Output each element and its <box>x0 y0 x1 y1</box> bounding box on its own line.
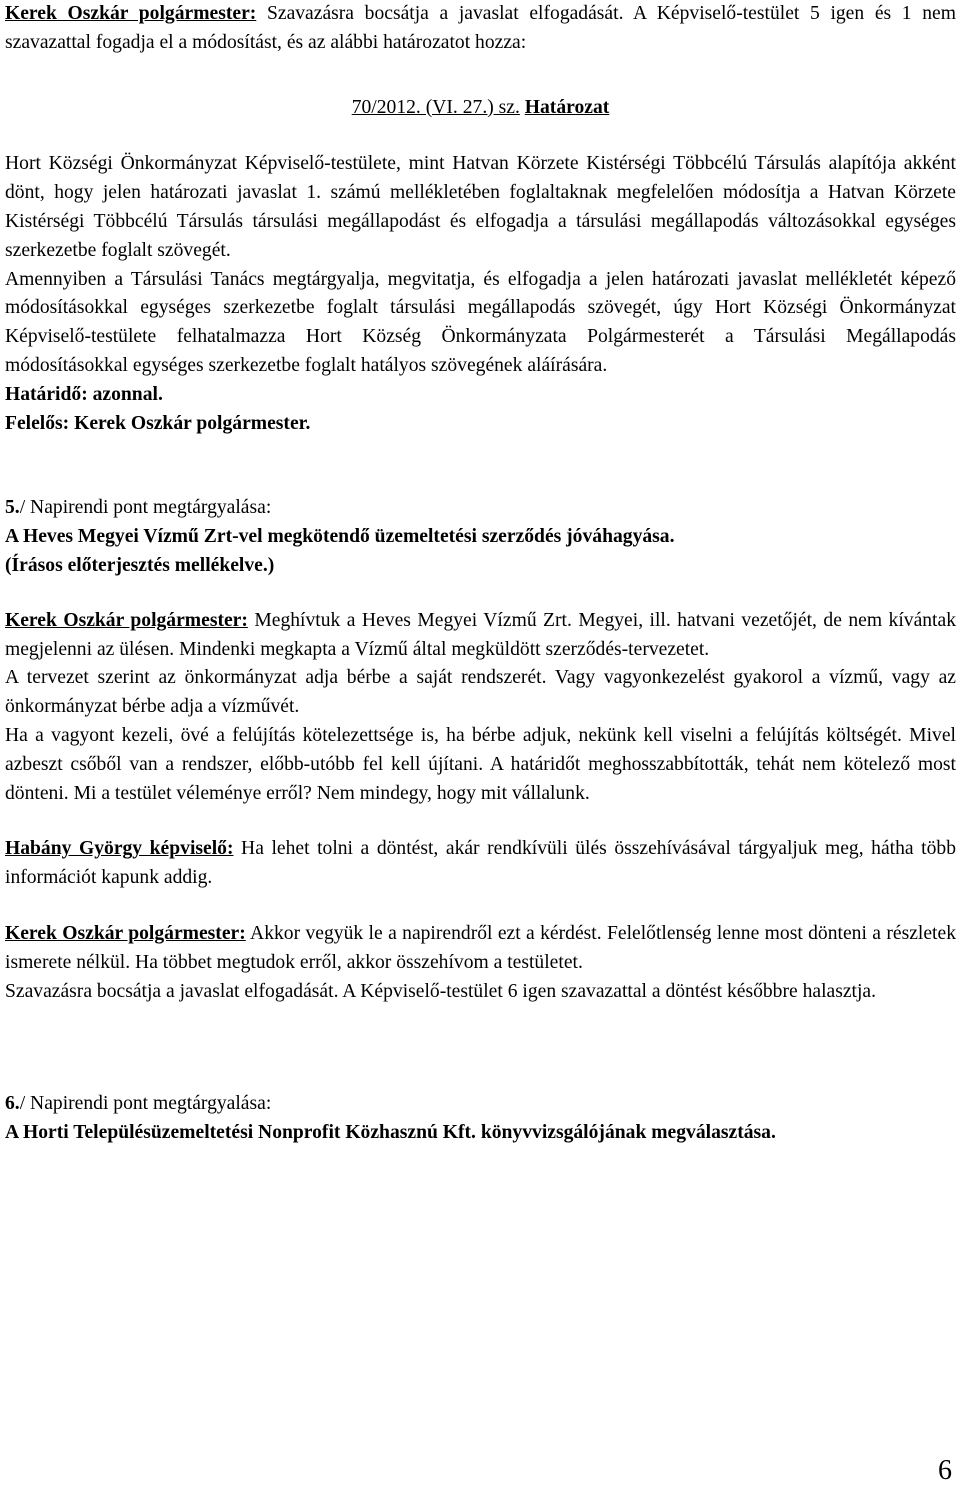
speech-3 <box>5 920 956 978</box>
resolution-number: 70/2012. (VI. 27.) sz. <box>351 96 520 118</box>
speech-1-line-2: A tervezet szerint az önkormányzat adja bérbe a saját rendszerét. Vagy vagyonkezelést gyakorol a vízmű, vagy az önkormányzat bérbe adja a vízművét. <box>5 667 956 718</box>
speaker-name: Kerek Oszkár polgármester: <box>5 922 246 944</box>
speech-2 <box>5 835 956 893</box>
agenda-6-number: 6. <box>5 1093 20 1115</box>
agenda-5-note: (Írásos előterjesztés mellékelve.) <box>5 554 275 576</box>
speech-3-line-2: Szavazásra bocsátja a javaslat elfogadását. A Képviselő-testület 6 igen szavazattal a döntést későbbre halasztja. <box>5 980 877 1002</box>
vote-paragraph <box>5 0 956 58</box>
speaker-name: Kerek Oszkár polgármester: <box>5 609 248 631</box>
document-page <box>5 0 956 1148</box>
agenda-6-title: A Horti Településüzemeltetési Nonprofit Közhasznú Kft. könyvvizsgálójának megválasztása. <box>5 1122 776 1144</box>
agenda-5-number: 5. <box>5 497 20 519</box>
agenda-6-label: / Napirendi pont megtárgyalása: <box>19 1093 272 1115</box>
page-number: 6 <box>938 1455 952 1486</box>
resolution-body-1: Hort Községi Önkormányzat Képviselő-testülete, mint Hatvan Körzete Kistérségi Többcélú Társulás alapítója akként dönt, hogy jelen határozati javaslat 1. számú mellékletében foglaltaknak megfelelően módosítja a Hatvan Körzete Kistérségi Többcélú Társulás társulási megállapodást és elfogadja a társulási megállapodás változásokkal egységes szerkezetbe foglalt szövegét. <box>5 153 956 261</box>
speech-1 <box>5 607 956 665</box>
agenda-5-title: A Heves Megyei Vízmű Zrt-vel megkötendő üzemeltetési szerződés jóváhagyása. <box>5 526 675 548</box>
agenda-5-label: / Napirendi pont megtárgyalása: <box>19 497 272 519</box>
resolution-responsible: Felelős: Kerek Oszkár polgármester. <box>5 412 311 434</box>
resolution-deadline: Határidő: azonnal. <box>5 383 163 405</box>
resolution-heading <box>5 94 956 123</box>
agenda-6-heading <box>5 1090 956 1119</box>
agenda-5-heading <box>5 494 956 523</box>
speech-1-line-3: Ha a vagyont kezeli, övé a felújítás kötelezettsége is, ha bérbe adjuk, nekünk kell viselni a felújítás költségét. Mivel azbeszt csőből van a rendszer, előbb-utóbb fel kell újítani. A határidőt meghosszabbították, tehát nem kötelező most dönteni. Mi a testület véleménye erről? Nem mindegy, hogy mit vállalunk. <box>5 724 956 804</box>
speech-text: Akkor vegyük le a napirendről ezt a kérdést. Felelőtlenség lenne most dönteni a részletek ismerete nélkül. Ha többet megtudok erről, akkor összehívom a testületet. <box>5 922 956 973</box>
speech-text: Ha lehet tolni a döntést, akár rendkívüli ülés összehívásával tárgyaljuk meg, hátha több információt kapunk addig. <box>5 838 956 889</box>
speech-text: Meghívtuk a Heves Megyei Vízmű Zrt. Megyei, ill. hatvani vezetőjét, de nem kívántak megjelenni az ülésen. Mindenki megkapta a Vízmű által megküldött szerződés-tervezetet. <box>5 609 956 660</box>
resolution-word: Határozat <box>524 96 610 118</box>
resolution-body-2: Amennyiben a Társulási Tanács megtárgyalja, megvitatja, és elfogadja a jelen határozati javaslat mellékletét képező módosításokkal egységes szerkezetbe foglalt társulási megállapodás szövegét, úgy Hort Községi Önkormányzat Képviselő-testülete felhatalmazza Hort Község Önkormányzata Polgármesterét a Társulási Megállapodás módosításokkal egységes szerkezetbe foglalt hatályos szövegének aláírására. <box>5 268 956 376</box>
speaker-name: Habány György képviselő: <box>5 838 234 860</box>
speaker-name: Kerek Oszkár polgármester: <box>5 3 257 24</box>
paragraph-text: Szavazásra bocsátja a javaslat elfogadását. A Képviselő-testület 5 igen és 1 nem szavazattal fogadja el a módosítást, és az alábbi határozatot hozza: <box>5 3 956 53</box>
